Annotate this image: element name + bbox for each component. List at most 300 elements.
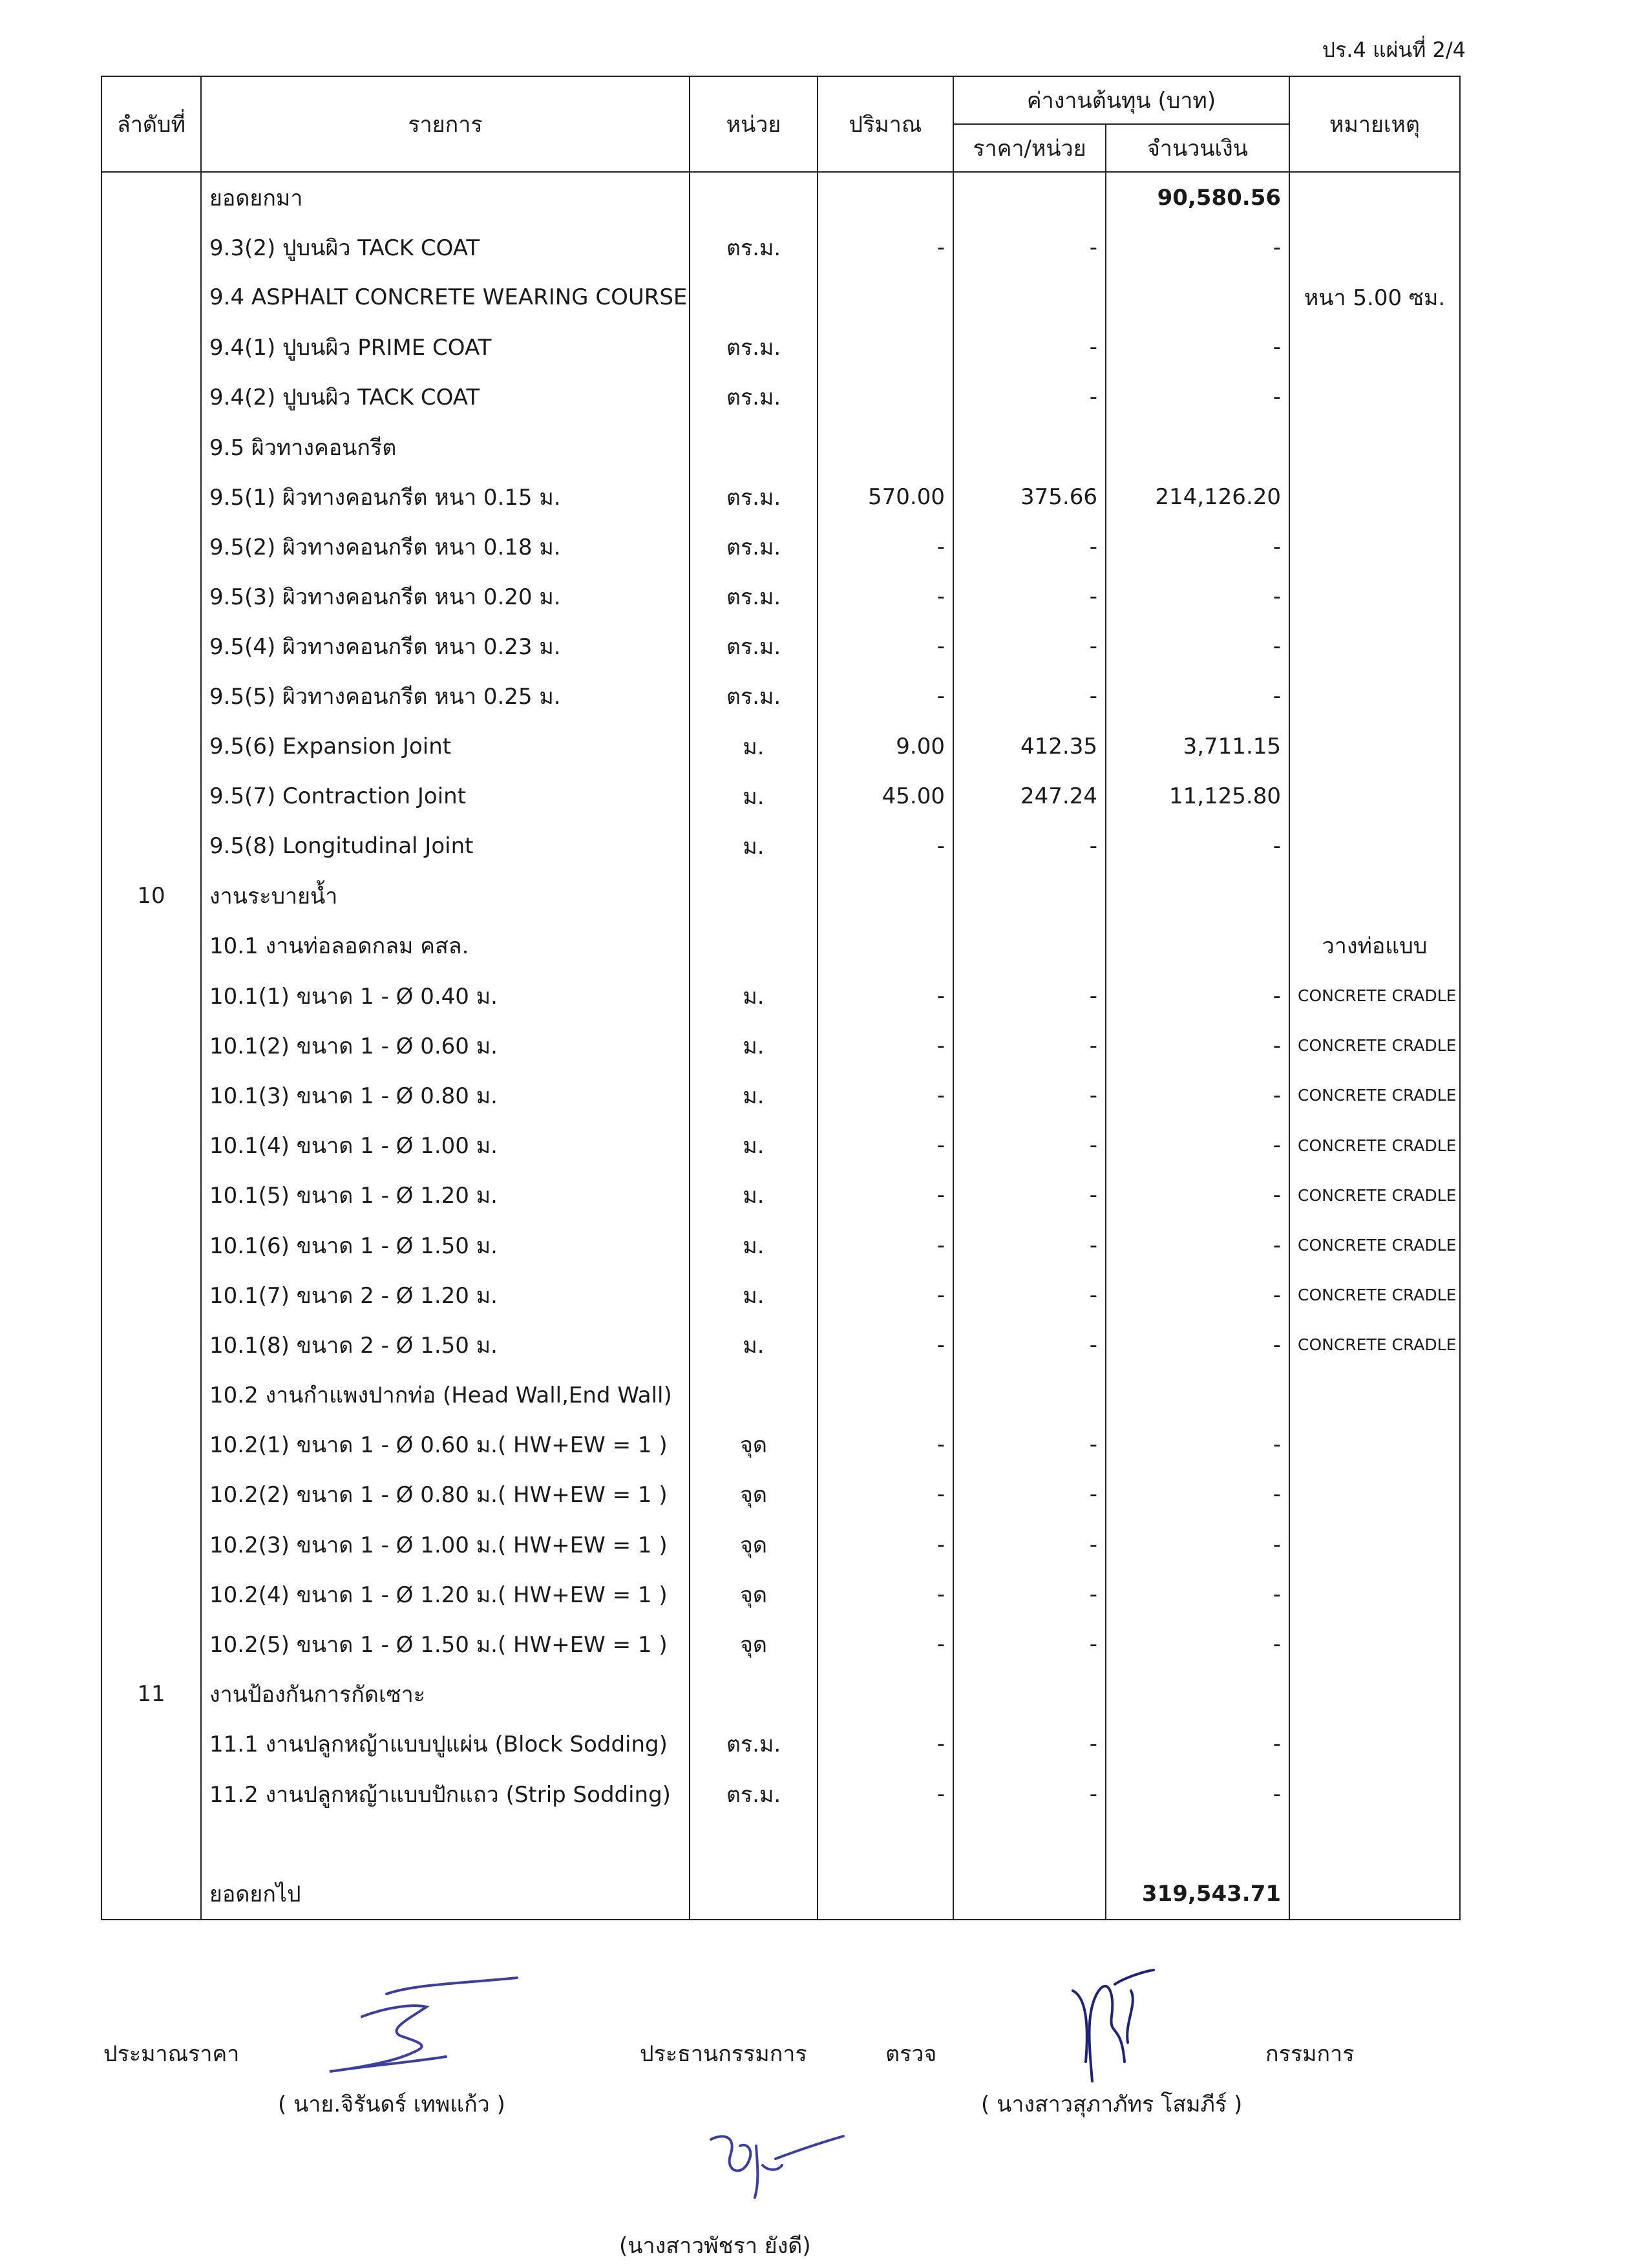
- row-note: [1289, 172, 1460, 222]
- row-unit: ม.: [690, 771, 818, 821]
- row-note: [1289, 1819, 1460, 1869]
- row-item: งานป้องกันการกัดเซาะ: [201, 1669, 690, 1719]
- row-unit-price: [953, 1370, 1106, 1420]
- table-row: [101, 1819, 1460, 1869]
- table-row: [101, 522, 1460, 571]
- row-note: [1289, 1370, 1460, 1420]
- table-row: [101, 272, 1460, 322]
- row-quantity: [818, 1669, 953, 1719]
- row-note: CONCRETE CRADLE: [1289, 1220, 1460, 1270]
- row-quantity: -: [818, 1619, 953, 1669]
- row-number: [101, 672, 201, 721]
- row-number: [101, 1220, 201, 1270]
- table-row: [101, 1420, 1460, 1470]
- table-row: [101, 422, 1460, 472]
- row-note: CONCRETE CRADLE: [1289, 1171, 1460, 1220]
- row-amount: -: [1106, 1171, 1289, 1220]
- row-quantity: [818, 272, 953, 322]
- row-unit-price: -: [953, 1171, 1106, 1220]
- header-unit: หน่วย: [690, 76, 818, 172]
- row-unit: ม.: [690, 1220, 818, 1270]
- row-item: 11.1 งานปลูกหญ้าแบบปูแผ่น (Block Sodding): [201, 1719, 690, 1769]
- row-quantity: -: [818, 1520, 953, 1569]
- row-note: CONCRETE CRADLE: [1289, 1320, 1460, 1370]
- row-note: CONCRETE CRADLE: [1289, 1021, 1460, 1070]
- row-amount: [1106, 422, 1289, 472]
- row-number: [101, 921, 201, 971]
- table-row: [101, 1220, 1460, 1270]
- row-unit: [690, 921, 818, 971]
- row-item: 9.5(2) ผิวทางคอนกรีต หนา 0.18 ม.: [201, 522, 690, 571]
- row-number: [101, 323, 201, 372]
- table-row: [101, 1619, 1460, 1669]
- row-unit: ตร.ม.: [690, 1719, 818, 1769]
- table-row: [101, 1370, 1460, 1420]
- row-item: 9.5 ผิวทางคอนกรีต: [201, 422, 690, 472]
- row-quantity: [818, 921, 953, 971]
- row-item: 10.1(4) ขนาด 1 - Ø 1.00 ม.: [201, 1121, 690, 1171]
- row-quantity: 45.00: [818, 771, 953, 821]
- row-amount: 90,580.56: [1106, 172, 1289, 222]
- row-amount: -: [1106, 1070, 1289, 1120]
- row-unit-price: -: [953, 1719, 1106, 1769]
- table-row: [101, 1121, 1460, 1171]
- row-unit: ตร.ม.: [690, 572, 818, 622]
- row-unit-price: 412.35: [953, 721, 1106, 771]
- estimator-label: ประมาณราคา: [103, 2041, 240, 2067]
- row-quantity: [818, 871, 953, 921]
- row-item: 9.3(2) ปูบนผิว TACK COAT: [201, 222, 690, 272]
- row-unit-price: 375.66: [953, 472, 1106, 522]
- sheet-number: ปร.4 แผ่นที่ 2/4: [1322, 37, 1466, 62]
- row-note: [1289, 1420, 1460, 1470]
- row-quantity: -: [818, 1021, 953, 1070]
- row-amount: [1106, 871, 1289, 921]
- row-unit: [690, 172, 818, 222]
- row-number: [101, 222, 201, 272]
- row-item: 10.1(8) ขนาด 2 - Ø 1.50 ม.: [201, 1320, 690, 1370]
- row-quantity: [818, 422, 953, 472]
- row-unit-price: -: [953, 323, 1106, 372]
- row-quantity: -: [818, 821, 953, 871]
- row-number: [101, 1869, 201, 1919]
- row-number: [101, 172, 201, 222]
- row-unit: [690, 871, 818, 921]
- row-item: 10.1(6) ขนาด 1 - Ø 1.50 ม.: [201, 1220, 690, 1270]
- row-quantity: -: [818, 971, 953, 1021]
- row-number: [101, 1070, 201, 1120]
- row-amount: 214,126.20: [1106, 472, 1289, 522]
- row-number: [101, 1021, 201, 1070]
- row-note: [1289, 821, 1460, 871]
- row-unit-price: -: [953, 1619, 1106, 1669]
- row-note: [1289, 1719, 1460, 1769]
- row-unit-price: [953, 921, 1106, 971]
- row-number: [101, 821, 201, 871]
- header-amount: จำนวนเงิน: [1106, 124, 1289, 172]
- row-item: งานระบายน้ำ: [201, 871, 690, 921]
- row-item: 10.2(4) ขนาด 1 - Ø 1.20 ม.( HW+EW = 1 ): [201, 1569, 690, 1619]
- row-number: [101, 971, 201, 1021]
- row-item: 11.2 งานปลูกหญ้าแบบปักแถว (Strip Sodding): [201, 1769, 690, 1819]
- row-number: [101, 422, 201, 472]
- row-amount: -: [1106, 1470, 1289, 1520]
- table-row: [101, 572, 1460, 622]
- estimator-signature: [317, 1971, 536, 2081]
- row-unit-price: -: [953, 821, 1106, 871]
- row-item: 10.2(1) ขนาด 1 - Ø 0.60 ม.( HW+EW = 1 ): [201, 1420, 690, 1470]
- row-amount: [1106, 1819, 1289, 1869]
- header-qty: ปริมาณ: [818, 76, 953, 172]
- row-unit-price: [953, 272, 1106, 322]
- row-unit: [690, 1869, 818, 1919]
- row-quantity: [818, 1370, 953, 1420]
- row-amount: -: [1106, 1619, 1289, 1669]
- row-note: [1289, 771, 1460, 821]
- row-quantity: [818, 1869, 953, 1919]
- row-item: [201, 1819, 690, 1869]
- row-unit: ม.: [690, 1121, 818, 1171]
- table-row: [101, 472, 1460, 522]
- row-amount: -: [1106, 1420, 1289, 1470]
- row-number: [101, 1320, 201, 1370]
- table-row: [101, 971, 1460, 1021]
- row-quantity: -: [818, 222, 953, 272]
- table-row: [101, 1270, 1460, 1320]
- row-quantity: -: [818, 1070, 953, 1120]
- row-unit: จุด: [690, 1470, 818, 1520]
- table-row: [101, 871, 1460, 921]
- row-note: วางท่อแบบ: [1289, 921, 1460, 971]
- table-row: [101, 721, 1460, 771]
- row-unit: ตร.ม.: [690, 672, 818, 721]
- row-amount: -: [1106, 1769, 1289, 1819]
- row-quantity: -: [818, 1569, 953, 1619]
- row-item: 9.5(8) Longitudinal Joint: [201, 821, 690, 871]
- table-row: [101, 821, 1460, 871]
- row-number: [101, 372, 201, 422]
- row-unit: ม.: [690, 1021, 818, 1070]
- row-number: [101, 1619, 201, 1669]
- row-item: 9.5(5) ผิวทางคอนกรีต หนา 0.25 ม.: [201, 672, 690, 721]
- row-amount: -: [1106, 672, 1289, 721]
- row-unit: [690, 1370, 818, 1420]
- row-item: 9.5(7) Contraction Joint: [201, 771, 690, 821]
- bill-of-quantities-table: [101, 76, 1461, 1920]
- row-unit-price: -: [953, 1121, 1106, 1171]
- row-number: 11: [101, 1669, 201, 1719]
- table-row: [101, 372, 1460, 422]
- row-amount: 319,543.71: [1106, 1869, 1289, 1919]
- row-quantity: -: [818, 622, 953, 672]
- table-row: [101, 1470, 1460, 1520]
- row-item: ยอดยกมา: [201, 172, 690, 222]
- row-note: [1289, 472, 1460, 522]
- row-unit-price: -: [953, 572, 1106, 622]
- row-item: 9.5(6) Expansion Joint: [201, 721, 690, 771]
- row-unit: จุด: [690, 1420, 818, 1470]
- row-note: [1289, 222, 1460, 272]
- table-row: [101, 1569, 1460, 1619]
- row-unit-price: -: [953, 1320, 1106, 1370]
- row-quantity: -: [818, 1121, 953, 1171]
- row-unit: ตร.ม.: [690, 1769, 818, 1819]
- table-row: [101, 1021, 1460, 1070]
- row-unit-price: -: [953, 372, 1106, 422]
- row-unit: ตร.ม.: [690, 622, 818, 672]
- row-amount: -: [1106, 1719, 1289, 1769]
- row-note: CONCRETE CRADLE: [1289, 1070, 1460, 1120]
- row-amount: -: [1106, 971, 1289, 1021]
- row-unit-price: -: [953, 1520, 1106, 1569]
- row-unit: ตร.ม.: [690, 472, 818, 522]
- row-note: [1289, 522, 1460, 571]
- row-item: 10.1 งานท่อลอดกลม คสล.: [201, 921, 690, 971]
- row-unit-price: [953, 1869, 1106, 1919]
- row-unit-price: [953, 1819, 1106, 1869]
- table-row: [101, 672, 1460, 721]
- row-item: 10.2(5) ขนาด 1 - Ø 1.50 ม.( HW+EW = 1 ): [201, 1619, 690, 1669]
- row-item: 9.5(1) ผิวทางคอนกรีต หนา 0.15 ม.: [201, 472, 690, 522]
- committee-label: กรรมการ: [1265, 2041, 1355, 2067]
- row-item: 9.4(1) ปูบนผิว PRIME COAT: [201, 323, 690, 372]
- row-item: 10.2(2) ขนาด 1 - Ø 0.80 ม.( HW+EW = 1 ): [201, 1470, 690, 1520]
- row-unit: จุด: [690, 1520, 818, 1569]
- row-number: [101, 721, 201, 771]
- row-unit-price: -: [953, 1021, 1106, 1070]
- row-unit: จุด: [690, 1569, 818, 1619]
- header-price: ราคา/หน่วย: [953, 124, 1106, 172]
- row-unit-price: [953, 422, 1106, 472]
- row-amount: -: [1106, 222, 1289, 272]
- row-quantity: [818, 323, 953, 372]
- row-amount: [1106, 1370, 1289, 1420]
- row-unit-price: -: [953, 1769, 1106, 1819]
- row-item: 9.5(4) ผิวทางคอนกรีต หนา 0.23 ม.: [201, 622, 690, 672]
- row-amount: -: [1106, 572, 1289, 622]
- row-amount: 3,711.15: [1106, 721, 1289, 771]
- row-quantity: 570.00: [818, 472, 953, 522]
- row-number: [101, 1270, 201, 1320]
- row-note: [1289, 372, 1460, 422]
- row-item: 10.1(1) ขนาด 1 - Ø 0.40 ม.: [201, 971, 690, 1021]
- row-amount: -: [1106, 1520, 1289, 1569]
- row-amount: -: [1106, 1270, 1289, 1320]
- committee-signature: [1060, 1965, 1163, 2088]
- row-note: [1289, 323, 1460, 372]
- row-number: [101, 1370, 201, 1420]
- row-item: 9.4(2) ปูบนผิว TACK COAT: [201, 372, 690, 422]
- table-row: [101, 921, 1460, 971]
- row-quantity: -: [818, 1320, 953, 1370]
- check-label: ตรวจ: [885, 2041, 937, 2067]
- row-note: [1289, 572, 1460, 622]
- row-number: [101, 272, 201, 322]
- row-item: 10.1(5) ขนาด 1 - Ø 1.20 ม.: [201, 1171, 690, 1220]
- table-row: [101, 172, 1460, 222]
- row-note: CONCRETE CRADLE: [1289, 971, 1460, 1021]
- row-note: หนา 5.00 ซม.: [1289, 272, 1460, 322]
- row-unit: ตร.ม.: [690, 372, 818, 422]
- header-note: หมายเหตุ: [1289, 76, 1460, 172]
- table-body: [101, 172, 1460, 1920]
- row-note: [1289, 1520, 1460, 1569]
- row-unit-price: -: [953, 1270, 1106, 1320]
- row-quantity: 9.00: [818, 721, 953, 771]
- row-number: [101, 1420, 201, 1470]
- row-unit-price: [953, 1669, 1106, 1719]
- row-unit: ม.: [690, 1270, 818, 1320]
- row-note: [1289, 622, 1460, 672]
- table-row: [101, 1769, 1460, 1819]
- row-number: [101, 1769, 201, 1819]
- table-row: [101, 1520, 1460, 1569]
- row-unit: ตร.ม.: [690, 522, 818, 571]
- row-item: 10.2(3) ขนาด 1 - Ø 1.00 ม.( HW+EW = 1 ): [201, 1520, 690, 1569]
- committee-name: ( นางสาวสุภาภัทร โสมภีร์ ): [981, 2092, 1243, 2117]
- row-number: [101, 622, 201, 672]
- row-amount: [1106, 921, 1289, 971]
- row-note: [1289, 1869, 1460, 1919]
- row-item: ยอดยกไป: [201, 1869, 690, 1919]
- row-number: [101, 472, 201, 522]
- third-name: (นางสาวพัชรา ยังดี): [619, 2233, 811, 2259]
- row-item: 10.1(2) ขนาด 1 - Ø 0.60 ม.: [201, 1021, 690, 1070]
- row-quantity: -: [818, 1769, 953, 1819]
- row-quantity: -: [818, 1420, 953, 1470]
- row-unit-price: -: [953, 522, 1106, 571]
- row-amount: -: [1106, 1320, 1289, 1370]
- row-quantity: -: [818, 1470, 953, 1520]
- row-unit-price: [953, 871, 1106, 921]
- third-signature: [698, 2120, 853, 2210]
- row-unit-price: -: [953, 672, 1106, 721]
- table-row: [101, 622, 1460, 672]
- row-quantity: [818, 372, 953, 422]
- row-amount: -: [1106, 1121, 1289, 1171]
- row-number: [101, 572, 201, 622]
- header-no: ลำดับที่: [101, 76, 201, 172]
- row-note: [1289, 1769, 1460, 1819]
- row-amount: -: [1106, 372, 1289, 422]
- row-amount: [1106, 1669, 1289, 1719]
- header-item: รายการ: [201, 76, 690, 172]
- row-amount: 11,125.80: [1106, 771, 1289, 821]
- row-note: [1289, 871, 1460, 921]
- row-note: CONCRETE CRADLE: [1289, 1270, 1460, 1320]
- row-unit-price: -: [953, 1470, 1106, 1520]
- row-number: [101, 1569, 201, 1619]
- row-unit-price: -: [953, 1070, 1106, 1120]
- row-unit: [690, 1669, 818, 1719]
- row-note: [1289, 422, 1460, 472]
- table-row: [101, 1719, 1460, 1769]
- row-unit: ตร.ม.: [690, 323, 818, 372]
- row-note: [1289, 1470, 1460, 1520]
- row-note: [1289, 721, 1460, 771]
- row-number: [101, 1719, 201, 1769]
- table-row: [101, 771, 1460, 821]
- row-item: 10.2 งานกำแพงปากท่อ (Head Wall,End Wall): [201, 1370, 690, 1420]
- row-number: [101, 771, 201, 821]
- row-number: 10: [101, 871, 201, 921]
- row-note: [1289, 1619, 1460, 1669]
- chair-label: ประธานกรรมการ: [640, 2041, 807, 2067]
- row-unit-price: -: [953, 971, 1106, 1021]
- row-unit-price: -: [953, 1220, 1106, 1270]
- row-unit: ม.: [690, 721, 818, 771]
- row-amount: -: [1106, 323, 1289, 372]
- row-amount: -: [1106, 821, 1289, 871]
- row-unit-price: -: [953, 622, 1106, 672]
- row-unit: ม.: [690, 971, 818, 1021]
- row-amount: -: [1106, 1220, 1289, 1270]
- row-unit-price: -: [953, 1420, 1106, 1470]
- row-unit: [690, 1819, 818, 1869]
- row-quantity: [818, 1819, 953, 1869]
- table-row: [101, 1320, 1460, 1370]
- row-number: [101, 1520, 201, 1569]
- row-number: [101, 1171, 201, 1220]
- row-unit: ม.: [690, 1070, 818, 1120]
- row-quantity: -: [818, 572, 953, 622]
- row-note: CONCRETE CRADLE: [1289, 1121, 1460, 1171]
- row-quantity: -: [818, 1270, 953, 1320]
- row-quantity: -: [818, 1220, 953, 1270]
- row-number: [101, 1819, 201, 1869]
- row-unit-price: -: [953, 222, 1106, 272]
- row-unit-price: 247.24: [953, 771, 1106, 821]
- header-cost-group: ค่างานต้นทุน (บาท): [953, 76, 1289, 124]
- row-amount: -: [1106, 622, 1289, 672]
- row-quantity: -: [818, 1171, 953, 1220]
- row-quantity: [818, 172, 953, 222]
- row-amount: -: [1106, 1021, 1289, 1070]
- row-quantity: -: [818, 1719, 953, 1769]
- row-note: [1289, 672, 1460, 721]
- table-row: [101, 1070, 1460, 1120]
- row-unit: [690, 422, 818, 472]
- row-number: [101, 522, 201, 571]
- row-amount: -: [1106, 522, 1289, 571]
- row-quantity: -: [818, 672, 953, 721]
- table-row: [101, 1171, 1460, 1220]
- table-row: [101, 1869, 1460, 1919]
- row-number: [101, 1470, 201, 1520]
- row-item: 10.1(3) ขนาด 1 - Ø 0.80 ม.: [201, 1070, 690, 1120]
- row-unit-price: [953, 172, 1106, 222]
- row-amount: -: [1106, 1569, 1289, 1619]
- table-row: [101, 1669, 1460, 1719]
- estimator-name: ( นาย.จิรันดร์ เทพแก้ว ): [278, 2092, 505, 2117]
- row-unit: [690, 272, 818, 322]
- row-note: [1289, 1569, 1460, 1619]
- row-amount: [1106, 272, 1289, 322]
- row-unit: ม.: [690, 821, 818, 871]
- row-note: [1289, 1669, 1460, 1719]
- row-unit-price: -: [953, 1569, 1106, 1619]
- row-unit: ม.: [690, 1320, 818, 1370]
- row-number: [101, 1121, 201, 1171]
- row-item: 9.4 ASPHALT CONCRETE WEARING COURSE: [201, 272, 690, 322]
- table-row: [101, 222, 1460, 272]
- row-unit: ตร.ม.: [690, 222, 818, 272]
- row-item: 9.5(3) ผิวทางคอนกรีต หนา 0.20 ม.: [201, 572, 690, 622]
- row-unit: จุด: [690, 1619, 818, 1669]
- row-unit: ม.: [690, 1171, 818, 1220]
- table-row: [101, 323, 1460, 372]
- row-quantity: -: [818, 522, 953, 571]
